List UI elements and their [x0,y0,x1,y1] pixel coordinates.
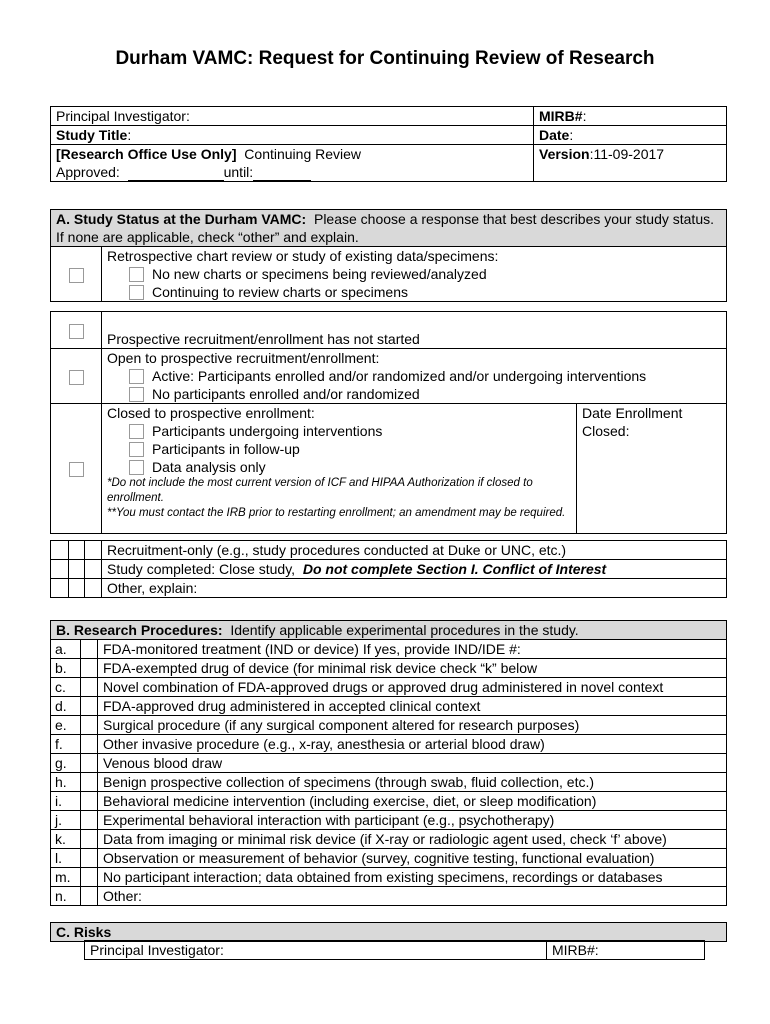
procedure-letter: k. [51,830,81,849]
procedure-letter: g. [51,754,81,773]
section-c-pi-table [84,940,705,960]
closed-opt2-checkbox[interactable] [129,442,144,457]
section-a-heading [51,210,727,247]
section-a-prospective-table [50,311,727,534]
pi-cell[interactable] [51,107,534,126]
not-started-label: Prospective recruitment/enrollment has not started [107,331,420,347]
spacer-cell [51,560,69,579]
procedure-checkbox[interactable] [81,697,98,716]
approved-label: Approved: [56,164,120,180]
until-label: until: [223,164,254,180]
retro-cell [102,247,727,302]
date-colon: : [569,127,574,143]
section-a-other-table [50,540,727,598]
closed-opt3-checkbox[interactable] [129,460,144,475]
page-title: Durham VAMC: Request for Continuing Review of Research [115,48,655,69]
section-c-heading-text: C. Risks [56,924,112,940]
procedure-letter: m. [51,868,81,887]
procedure-letter: j. [51,811,81,830]
other-explain-label: Other, explain: [107,580,198,596]
other-cell[interactable] [102,579,727,598]
study-title-colon: : [127,127,132,143]
closed-checkbox-cell [51,404,102,534]
procedure-letter: a. [51,640,81,659]
until-blank[interactable] [253,180,311,181]
open-opt1-label: Active: Participants enrolled and/or randomized and/or undergoing interventions [152,368,647,384]
recruitment-only-label: Recruitment-only (e.g., study procedures conducted at Duke or UNC, etc.) [107,542,567,558]
study-title-label: Study Title [56,127,128,143]
retro-checkbox[interactable] [69,268,84,283]
section-a-retro-table [50,209,727,302]
section-a-heading-bold: A. Study Status at the Durham VAMC: [56,211,307,227]
recruitment-only-cell [102,541,727,560]
procedure-text: Benign prospective collection of specimens (through swab, fluid collection, etc.) [98,773,727,792]
section-c-pi-cell[interactable] [85,941,547,960]
procedure-text: FDA-monitored treatment (IND or device) If yes, provide IND/IDE #: [98,640,727,659]
retro-opt2-label: Continuing to review charts or specimens [152,284,409,300]
recruitment-only-checkbox[interactable] [69,541,85,560]
closed-note-1: *Do not include the most current version of ICF and HIPAA Authorization if closed to enrollment. [107,477,533,504]
procedure-checkbox[interactable] [81,792,98,811]
procedure-text: Experimental behavioral interaction with participant (e.g., psychotherapy) [98,811,727,830]
study-completed-checkbox[interactable] [69,560,85,579]
procedure-checkbox[interactable] [81,849,98,868]
spacer-cell [85,560,102,579]
closed-opt2-label: Participants in follow-up [152,441,300,457]
closed-note-2: **You must contact the IRB prior to restarting enrollment; an amendment may be required. [107,507,566,519]
procedure-row [51,735,727,754]
open-opt2-label: No participants enrolled and/or randomized [152,386,420,402]
section-b-heading [51,621,727,640]
procedure-letter: i. [51,792,81,811]
procedure-checkbox[interactable] [81,640,98,659]
procedure-letter: c. [51,678,81,697]
not-started-cell [102,312,727,349]
closed-label: Closed to prospective enrollment: [107,405,315,421]
procedure-checkbox[interactable] [81,735,98,754]
version-cell [534,145,727,182]
section-b-heading-bold: B. Research Procedures: [56,622,223,638]
procedure-letter: f. [51,735,81,754]
procedure-checkbox[interactable] [81,830,98,849]
procedure-text: FDA-exempted drug of device (for minimal risk device check “k” below [98,659,727,678]
closed-opt3-label: Data analysis only [152,459,266,475]
study-completed-cell [102,560,727,579]
closed-opt1-checkbox[interactable] [129,424,144,439]
mirb-label: MIRB# [539,108,583,124]
closed-opt1-label: Participants undergoing interventions [152,423,383,439]
spacer-cell [51,579,69,598]
spacer-cell [85,579,102,598]
retro-opt1-label: No new charts or specimens being reviewed/analyzed [152,266,487,282]
retro-checkbox-cell [51,247,102,302]
procedure-row [51,697,727,716]
procedure-row [51,659,727,678]
research-office-label: [Research Office Use Only] [56,146,237,162]
section-b-table [50,620,727,906]
procedure-text: FDA-approved drug administered in accepted clinical context [98,697,727,716]
research-office-cell[interactable] [51,145,534,182]
closed-cell [102,404,577,534]
procedure-text: Novel combination of FDA-approved drugs or approved drug administered in novel context [98,678,727,697]
procedure-text: Other invasive procedure (e.g., x-ray, anesthesia or arterial blood draw) [98,735,727,754]
procedure-checkbox[interactable] [81,773,98,792]
approved-blank[interactable] [128,180,224,181]
retro-opt1-checkbox[interactable] [129,267,144,282]
section-c-table [50,922,727,942]
procedure-letter: d. [51,697,81,716]
procedure-row [51,868,727,887]
procedure-checkbox[interactable] [81,754,98,773]
mirb-colon: : [582,108,587,124]
procedure-row [51,811,727,830]
procedure-row [51,640,727,659]
open-opt1-checkbox[interactable] [129,369,144,384]
procedure-checkbox[interactable] [81,678,98,697]
mirb-cell[interactable] [534,107,727,126]
procedure-checkbox[interactable] [81,811,98,830]
date-cell[interactable] [534,126,727,145]
pi-label: Principal Investigator: [56,108,190,124]
procedure-text: Observation or measurement of behavior (survey, cognitive testing, functional evaluation) [98,849,727,868]
date-closed-label: Date Enrollment Closed: [582,405,683,439]
procedure-row [51,887,727,906]
open-cell [102,349,727,404]
procedure-text: Surgical procedure (if any surgical component altered for research purposes) [98,716,727,735]
procedure-text: Venous blood draw [98,754,727,773]
study-completed-bold: Do not complete Section I. Conflict of Interest [302,561,607,577]
procedure-row [51,716,727,735]
procedure-letter: h. [51,773,81,792]
procedure-checkbox[interactable] [81,659,98,678]
header-table [50,106,727,182]
spacer-cell [51,541,69,560]
study-completed-label: Study completed: Close study, [107,561,296,577]
continuing-review-label: Continuing Review [244,146,362,162]
section-b-heading-text: Identify applicable experimental procedures in the study. [230,622,579,638]
retro-opt2-checkbox[interactable] [129,285,144,300]
not-started-checkbox-cell [51,312,102,349]
procedure-checkbox[interactable] [81,716,98,735]
section-a-heading-text: Please choose a response that best describes your study status. If none are applicable, check “other” and explain. [56,211,714,245]
date-closed-cell[interactable] [577,404,727,534]
procedure-letter: n. [51,887,81,906]
procedure-letter: e. [51,716,81,735]
procedure-checkbox[interactable] [81,868,98,887]
procedure-row [51,754,727,773]
open-checkbox[interactable] [69,370,84,385]
procedure-row [51,830,727,849]
procedure-row [51,849,727,868]
procedure-text: Behavioral medicine intervention (including exercise, diet, or sleep modification) [98,792,727,811]
spacer-cell [85,541,102,560]
section-c-mirb-cell[interactable] [547,941,705,960]
section-c-pi-label: Principal Investigator: [90,942,224,958]
retro-label: Retrospective chart review or study of existing data/specimens: [107,248,499,264]
procedure-row [51,678,727,697]
other-checkbox[interactable] [69,579,85,598]
procedure-row [51,792,727,811]
date-label: Date [539,127,570,143]
closed-checkbox[interactable] [69,462,84,477]
section-c-heading [51,923,727,942]
study-title-cell[interactable] [51,126,534,145]
procedure-text: Other: [98,887,727,906]
version-value: :11-09-2017 [589,146,665,162]
version-label: Version [539,146,590,162]
open-checkbox-cell [51,349,102,404]
procedure-letter: l. [51,849,81,868]
procedure-text: Data from imaging or minimal risk device (if X-ray or radiologic agent used, check ‘f’ above) [98,830,727,849]
procedure-row [51,773,727,792]
not-started-checkbox[interactable] [69,324,84,339]
section-c-mirb-label: MIRB#: [552,942,599,958]
procedure-checkbox[interactable] [81,887,98,906]
open-label: Open to prospective recruitment/enrollment: [107,350,380,366]
procedure-text: No participant interaction; data obtained from existing specimens, recordings or databases [98,868,727,887]
procedure-letter: b. [51,659,81,678]
open-opt2-checkbox[interactable] [129,387,144,402]
